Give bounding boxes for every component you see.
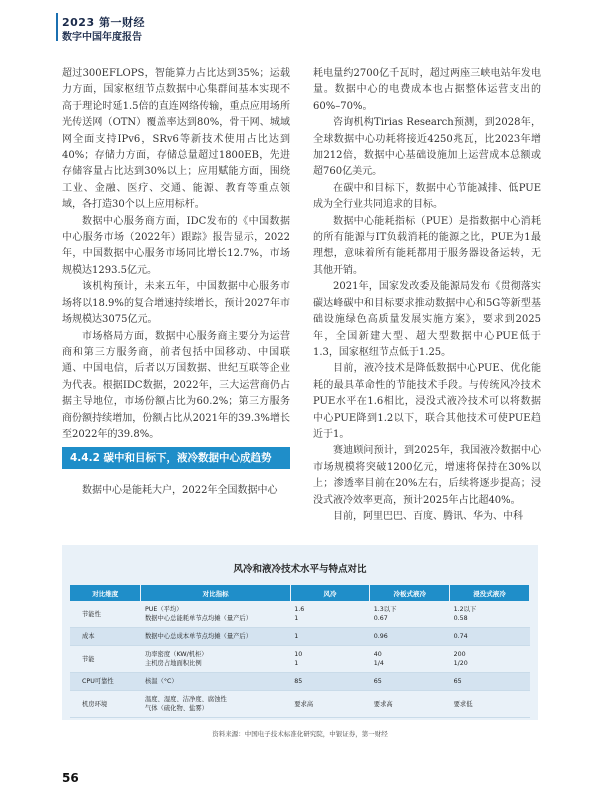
table-cell: 1 [290, 628, 370, 646]
table-cell: 成本 [70, 628, 141, 646]
table-cell: 要求低 [450, 691, 530, 718]
table-cell: 要求高 [290, 691, 370, 718]
page-number: 56 [62, 771, 79, 785]
paragraph: 在碳中和目标下，数据中心节能减排、低PUE成为全行业共同追求的目标。 [313, 182, 541, 211]
column-header: 风冷 [290, 585, 370, 601]
column-header: 对比指标 [141, 585, 290, 601]
table-cell: 200 1/20 [450, 646, 530, 673]
table-header-row [70, 585, 530, 601]
report-title: 2023 第一财经 [62, 16, 145, 29]
paragraph: 目前，液冷技术是降低数据中心PUE、优化能耗的最具革命性的节能技术手段。与传统风冷技术PUE水平在1.6相比，浸没式液冷技术可以将数据中心PUE降到1.2以下，联合其他技术可使PUE趋近于1。 [313, 363, 541, 440]
paragraph: 超过300EFLOPS，智能算力占比达到35%；运载力方面，国家枢纽节点数据中心集群间基本实现不高于理论时延1.5倍的直连网络传输，重点应用场所光传送网（OTN）覆盖率达到80%，骨干网、城域网全面支持IPv6，SRv6等新技术使用占比达到40%；存储力方面，存储总量超过1800EB，先进存储容量占比达到30%以上；应用赋能方面，围绕工业、金融、医疗、交通、能源、教育等重点领域，各打造30个以上应用标杆。 [62, 68, 290, 211]
table-cell: 节能性 [70, 601, 141, 628]
table-cell: 要求高 [370, 691, 450, 718]
table-row [70, 691, 530, 718]
table-row [70, 601, 530, 628]
table-cell: 85 [290, 673, 370, 691]
paragraph: 耗电量约2700亿千瓦时，超过两座三峡电站年发电量。数据中心的电费成本也占据整体运营支出的60%–70%。 [313, 68, 541, 112]
table-cell: 65 [450, 673, 530, 691]
table-cell: PUE（平均） 数据中心总能耗单节点均摊（量产后） [141, 601, 290, 628]
left-column [62, 66, 290, 443]
table-cell: 温度、湿度、洁净度、腐蚀性 气体（硫化物、盐雾） [141, 691, 290, 718]
comparison-table [70, 585, 530, 718]
table-cell: 机房环境 [70, 691, 141, 718]
paragraph: 赛迪顾问预计，到2025年，我国液冷数据中心市场规模将突破1200亿元，增速将保持在30%以上；渗透率目前在20%左右，后续将逐步提高；浸没式液冷效率更高，预计2025年占比超40%。 [313, 445, 541, 506]
source-note: 资料来源：中国电子技术标准化研究院，中银证券，第一财经 [212, 730, 388, 738]
column-header: 浸没式液冷 [450, 585, 530, 601]
table-cell: 节能 [70, 646, 141, 673]
table-row [70, 646, 530, 673]
table-cell: 0.96 [370, 628, 450, 646]
table-cell: 数据中心总成本单节点均摊（量产后） [141, 628, 290, 646]
table-cell: 功率密度（KW/机柜） 主机房占地面积比例 [141, 646, 290, 673]
paragraph: 2021年，国家发改委及能源局发布《贯彻落实碳达峰碳中和目标要求推动数据中心和5G等新型基础设施绿色高质量发展实施方案》，要求到2025年，全国新建大型、超大型数据中心PUE低于1.3，国家枢纽节点低于1.25。 [313, 281, 541, 358]
paragraph: 数据中心服务商方面，IDC发布的《中国数据中心服务市场（2022年）跟踪》报告显示，2022年，中国数据中心服务市场同比增长12.7%，市场规模达1293.5亿元。 [62, 215, 290, 276]
section-heading: 4.4.2 碳中和目标下，液冷数据中心成趋势 [62, 447, 290, 469]
column-header: 对比维度 [70, 585, 141, 601]
paragraph: 咨询机构Tirias Research预测，到2028年，全球数据中心功耗将接近4250兆瓦，比2023年增加212倍，数据中心基础设施加上运营成本总额或超760亿美元。 [313, 117, 541, 178]
section-paragraph: 数据中心是能耗大户，2022年全国数据中心 [82, 485, 278, 496]
table-title: 风冷和液冷技术水平与特点对比 [233, 564, 367, 575]
right-column [313, 66, 541, 525]
table-cell: 0.74 [450, 628, 530, 646]
table-row [70, 628, 530, 646]
table-cell: 核温（°C） [141, 673, 290, 691]
table-row [70, 673, 530, 691]
header-accent-bar [56, 13, 58, 41]
report-subtitle: 数字中国年度报告 [62, 32, 142, 43]
table-cell: 40 1/4 [370, 646, 450, 673]
paragraph: 市场格局方面，数据中心服务商主要分为运营商和第三方服务商，前者包括中国移动、中国联通、中国电信，后者以万国数据、世纪互联等企业为代表。根据IDC数据，2022年，三大运营商仍占据主导地位，市场份额占比为60.2%；第三方服务商份额持续增加，份额占比从2021年的39.3%增长至2022年的39.8%。 [62, 330, 290, 440]
table-cell: 65 [370, 673, 450, 691]
table-cell: 10 1 [290, 646, 370, 673]
table-cell: 1.2以下 0.58 [450, 601, 530, 628]
paragraph: 数据中心能耗指标（PUE）是指数据中心消耗的所有能源与IT负载消耗的能源之比，PUE为1最理想，意味着所有能耗都用于服务器设备运转，无其他开销。 [313, 215, 541, 276]
column-header: 冷板式液冷 [370, 585, 450, 601]
comparison-table-panel [62, 545, 538, 720]
paragraph: 该机构预计，未来五年，中国数据中心服务市场将以18.9%的复合增速持续增长，预计2027年市场规模达3075亿元。 [62, 281, 290, 326]
table-cell: CPU可靠性 [70, 673, 141, 691]
table-cell: 1.6 1 [290, 601, 370, 628]
table-cell: 1.3以下 0.67 [370, 601, 450, 628]
paragraph: 目前，阿里巴巴、百度、腾讯、华为、中科 [333, 510, 523, 522]
